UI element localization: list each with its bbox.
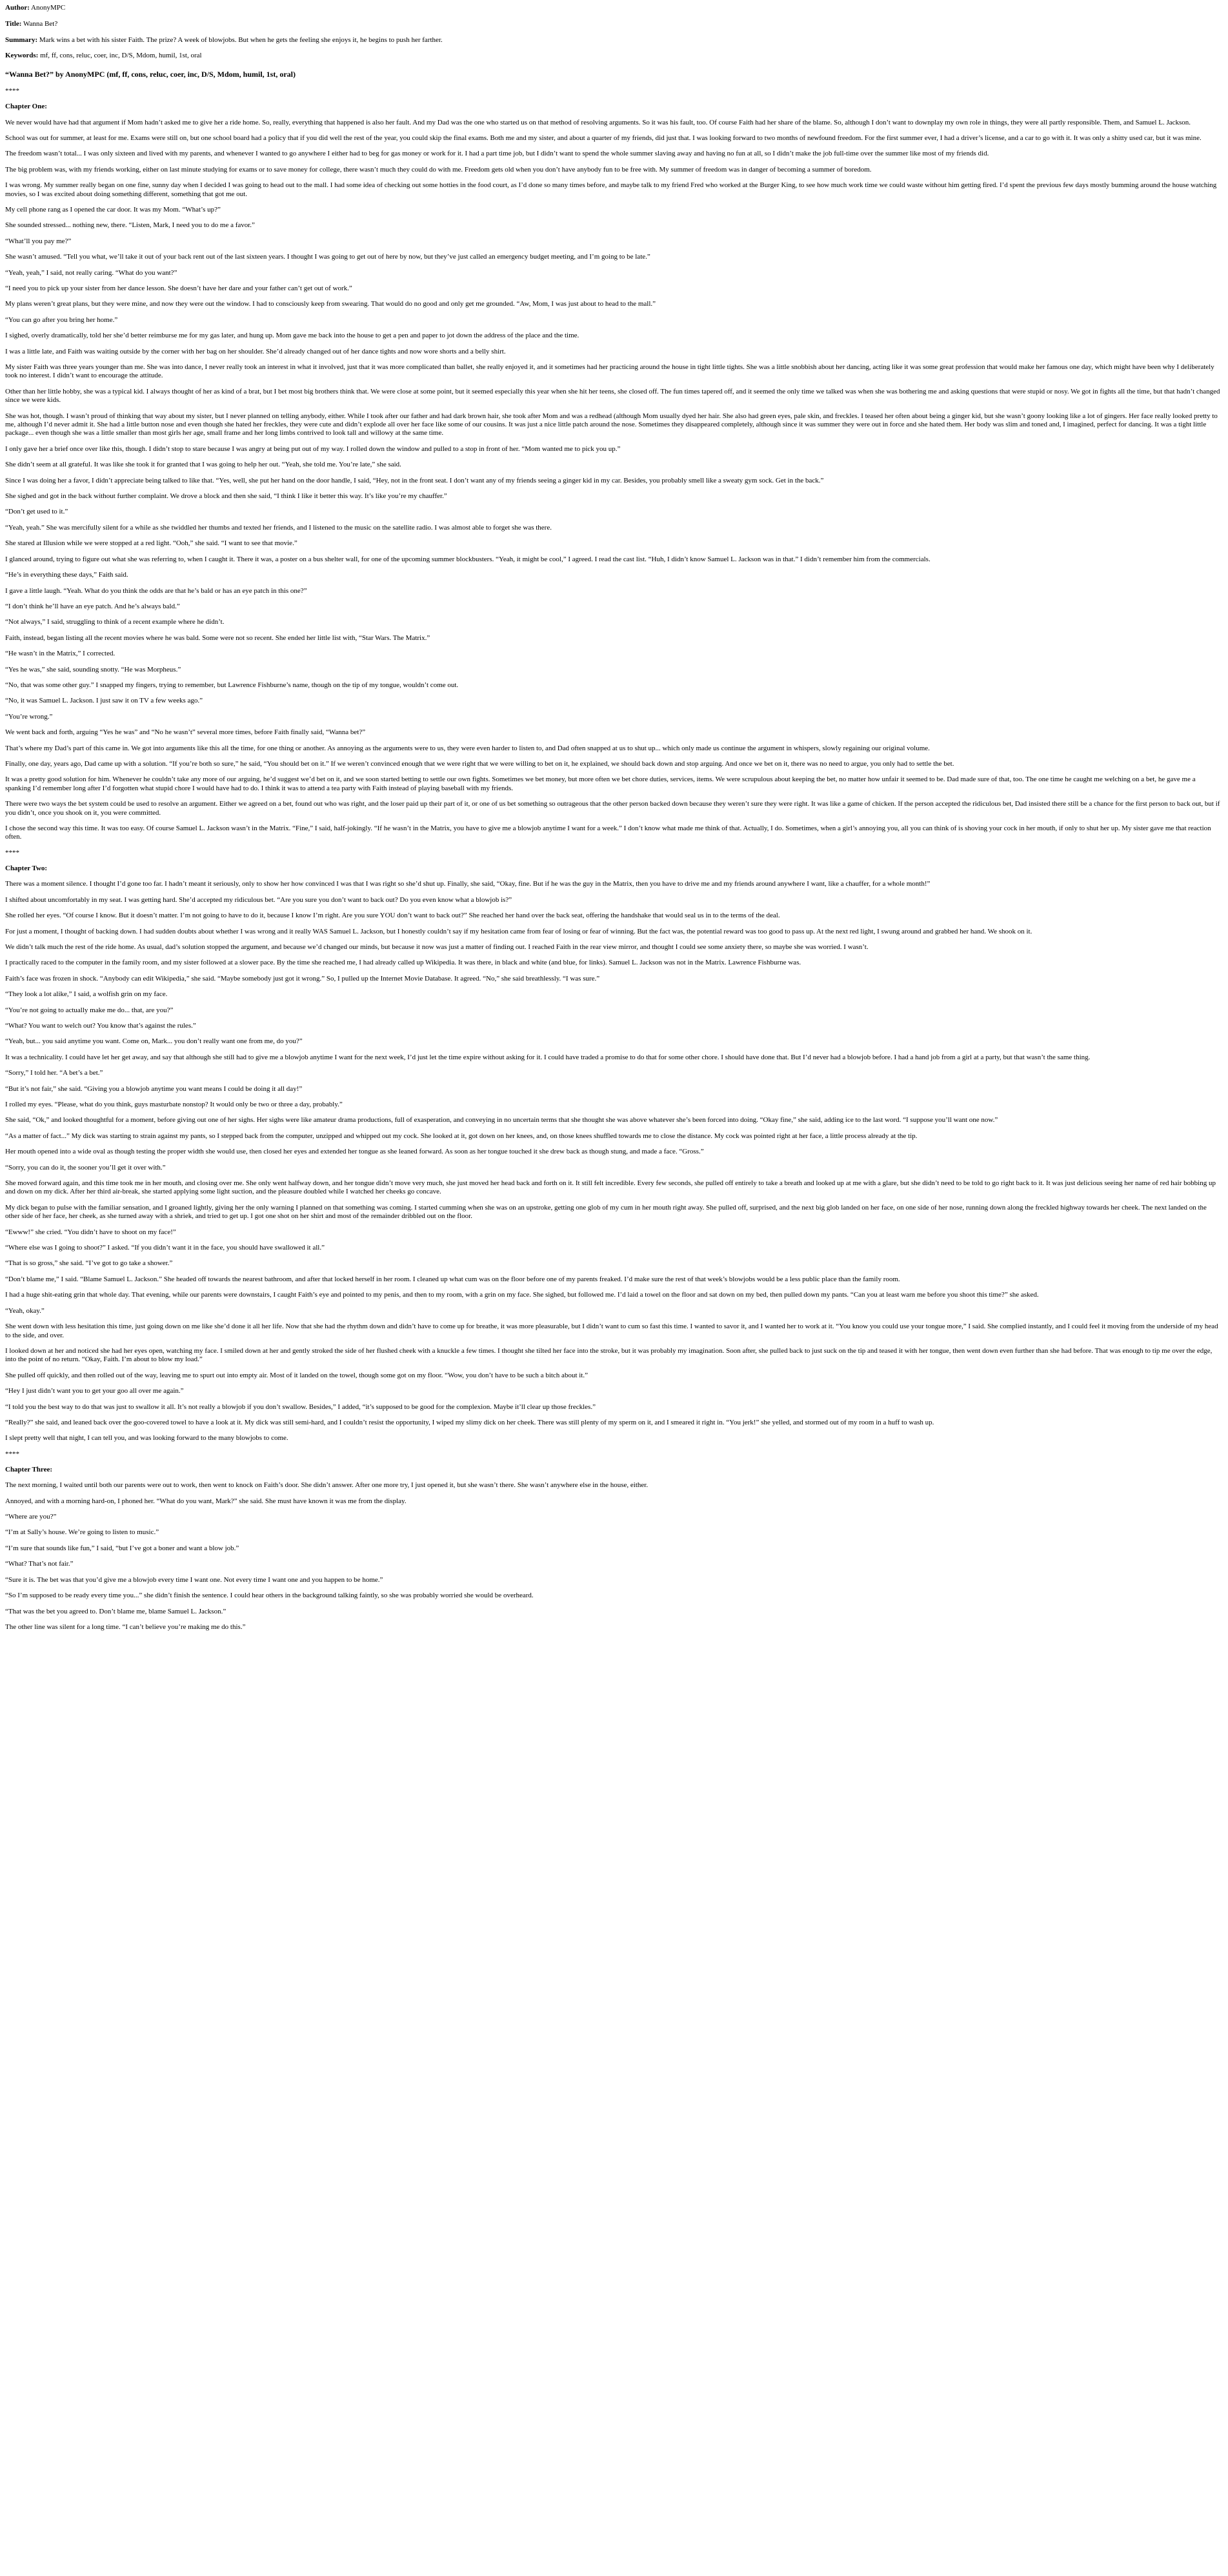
story-paragraph: “Yeah, but... you said anytime you want. Come on, Mark... you don’t really want one from me, do you?”: [5, 1037, 303, 1046]
story-paragraph: School was out for summer, at least for me. Exams were still on, but one school board had a policy that if you did well the rest of the year, you could skip the final exams. Both me and my sister, and about a quarter of my friends, did just that. I was looking forward to two months of newfound freedom. For the first summer ever, I had a driver’s license, and a car to go with it. It was only a shitty used car, but it was mine.: [5, 134, 1202, 142]
story-paragraph: She moved forward again, and this time took me in her mouth, and closing over me. She only went halfway down, and her tongue didn’t move very much, she just moved her head back and forth on it. It still felt incredible. Every few seconds, she pulled off entirely to take a breath and looked up at me with a glare, but she didn’t need to be told to go right back to it. It was just delicious seeing her name of red hair bobbing up and down on my dick. After her third air-break, she started applying some light suction, and the pleasure doubled while I watched her cheeks go concave.: [5, 1179, 1218, 1196]
story-paragraph: “You’re not going to actually make me do... that, are you?”: [5, 1006, 174, 1014]
story-paragraph: “Yeah, yeah.” She was mercifully silent for a while as she twiddled her thumbs and texted her friends, and I listened to the music on the satellite radio. I was almost able to forget she was there.: [5, 523, 552, 532]
story-paragraph: I looked down at her and noticed she had her eyes open, watching my face. I smiled down at her and gently stroked the side of her flushed cheek with a knuckle a few times. I thought she tilted her face into the stroke, but it was probably my imagination. Soon after, she pulled back to just suck on the tip and teased it with her tongue, then went down even further than she had before. That was enough to tip me over the edge, into the point of no return. “Okay, Faith. I’m about to blow my load.”: [5, 1346, 1214, 1364]
meta-summary-value: Mark wins a bet with his sister Faith. The prize? A week of blowjobs. But when he gets the feeling she enjoys it, he begins to push her farther.: [39, 35, 443, 44]
story-paragraph: I practically raced to the computer in the family room, and my sister followed at a slower pace. By the time she reached me, I had already called up Wikipedia. It was there, in black and white (and blue, for links). Samuel L. Jackson was not in the Matrix. Lawrence Fishburne was.: [5, 959, 801, 967]
story-paragraph: She said, “Ok,” and looked thoughtful for a moment, before giving out one of her sighs. Her sighs were like amateur drama productions, full of exasperation, and conveying in no uncertain terms that she thought she was above whatever she’s been forced into doing. “Okay fine,” she said, adding ice to the last word. “I suppose you’ll want one now.”: [5, 1116, 998, 1124]
story-paragraph: We never would have had that argument if Mom hadn’t asked me to give her a ride home. So, really, everything that happened is also her fault. And my Dad was the one who started us on that method of resolving arguments. So it was his fault, too. Of course Faith had her share of the blame. So, although I don’t want to downplay my own role in things, they were all partly responsible. Them, and Samuel L. Jackson.: [5, 118, 1191, 126]
story-paragraph: “Yeah, okay.”: [5, 1306, 45, 1315]
story-paragraph: Finally, one day, years ago, Dad came up with a solution. “If you’re both so sure,” he said, “You should bet on it.” If we weren’t convinced enough that we were right that we were willing to bet on it, he explained, we should back down and stop arguing. And once we bet on it, there was no need to argue, you only had to settle the bet.: [5, 759, 954, 768]
meta-author-value: AnonyMPC: [31, 4, 66, 12]
chapter-separator: ****: [5, 1450, 19, 1458]
meta-author: [5, 4, 1223, 13]
story-paragraph: Annoyed, and with a morning hard-on, I phoned her. “What do you want, Mark?” she said. She must have known it was me from the display.: [5, 1497, 407, 1505]
story-paragraph: “What’ll you pay me?”: [5, 237, 72, 245]
story-paragraph: The next morning, I waited until both our parents were out to work, then went to knock on Faith’s door. She didn’t answer. After one more try, I just opened it, but she wasn’t there. She wasn’t anywhere else in the house, either.: [5, 1481, 649, 1490]
story-title: “Wanna Bet?” by AnonyMPC (mf, ff, cons, reluc, coer, inc, D/S, Mdom, humil, 1st, oral): [5, 70, 296, 79]
story-paragraph: It was a pretty good solution for him. Whenever he couldn’t take any more of our arguing, he’d suggest we’d bet on it, and we soon started betting to settle our own fights. Sometimes we bet money, but more often we bet chore duties, services, items. We were scrupulous about keeping the bet, no matter how unfair it seemed to be. Dad made sure of that, too. The one time he caught me welching on a bet, he gave me a spanking I’d remember long after I’d forgotten what stupid chore I would have had to do. I think it was to attend a tea party with Faith instead of playing baseball with my friends.: [5, 775, 1198, 792]
story-paragraph: Her mouth opened into a wide oval as though testing the proper width she would use, then closed her eyes and extended her tongue as she leaned forward. As soon as her tongue touched it she drew back as though stung, and made a face. “Gross.”: [5, 1148, 704, 1156]
story-paragraph: For just a moment, I thought of backing down. I had sudden doubts about whether I was wrong and it really WAS Samuel L. Jackson, but I honestly couldn’t say if my hesitation came from fear of losing or fear of winning. But the fact was, the potential reward was too good to pass up. At the next red light, I swung around and grabbed her hand. We shook on it.: [5, 927, 1032, 935]
story-paragraph: “I need you to pick up your sister from her dance lesson. She doesn’t have her dare and your father can’t get out of work.”: [5, 284, 352, 292]
story-paragraph: That’s where my Dad’s part of this came in. We got into arguments like this all the time, for one thing or another. As annoying as the arguments were to us, they were even harder to listen to, and Dad often snapped at us to shut up... which only made us continue the argument in whispers, slowly regaining our original volume.: [5, 744, 930, 752]
story-paragraph: I slept pretty well that night, I can tell you, and was looking forward to the many blowjobs to come.: [5, 1434, 288, 1443]
meta-keywords: [5, 52, 1223, 61]
story-paragraph: Since I was doing her a favor, I didn’t appreciate being talked to like that. “Yes, well, she put her hand on the door handle, I said, “Hey, not in the front seat. I don’t want any of my friends seeing a ginger kid in my car. Besides, you probably smell like a sweaty gym sock. Get in the back.”: [5, 476, 824, 484]
story-paragraph: She sounded stressed... nothing new, there. “Listen, Mark, I need you to do me a favor.”: [5, 221, 255, 230]
story-paragraph: The freedom wasn’t total... I was only sixteen and lived with my parents, and whenever I wanted to go anywhere I either had to beg for gas money or work for it. I had a part time job, but I didn’t want to spend the whole summer slaving away and having no fun at all, so I didn’t make the job full-time over the summer like most of my friends did.: [5, 150, 989, 158]
story-paragraph: “Hey I just didn’t want you to get your goo all over me again.”: [5, 1387, 184, 1395]
chapters-container: [5, 87, 1223, 1632]
story-paragraph: “Ewww!” she cried. “You didn’t have to shoot on my face!”: [5, 1228, 176, 1236]
story-paragraph: It was a technicality. I could have let her get away, and say that although she still had to give me a blowjob anytime I want for the next week, I’d just let the time expire without asking for it. I could have traded a promise to do that for some other chore. I should have done that. But I’d never had a blowjob before. I had a hand job from a girl at a party, but that wasn’t the same thing.: [5, 1053, 1091, 1061]
story-paragraph: “He’s in everything these days,” Faith said.: [5, 571, 128, 579]
meta-keywords-value: mf, ff, cons, reluc, coer, inc, D/S, Mdom, humil, 1st, oral: [40, 52, 202, 60]
meta-title-label: Title:: [5, 19, 22, 28]
story-paragraph: I had a huge shit-eating grin that whole day. That evening, while our parents were downstairs, I caught Faith’s eye and pointed to my penis, and then to my room, with a grin on my face. She sighed, but followed me. I’d laid a towel on the floor and sat down on my bed, then pulled down my pants. “Can you at least warn me before you shoot this time?” she asked.: [5, 1291, 1039, 1299]
story-paragraph: “I’m sure that sounds like fun,” I said, “but I’ve got a boner and want a blow job.”: [5, 1544, 239, 1552]
story-paragraph: “You’re wrong.”: [5, 712, 53, 721]
story-paragraph: I rolled my eyes. “Please, what do you think, guys masturbate nonstop? It would only be two or three a day, probably.”: [5, 1101, 343, 1108]
story-paragraph: “That was the bet you agreed to. Don’t blame me, blame Samuel L. Jackson.”: [5, 1607, 226, 1615]
story-paragraph: “Yeah, yeah,” I said, not really caring. “What do you want?”: [5, 268, 177, 277]
story-paragraph: She didn’t seem at all grateful. It was like she took it for granted that I was going to help her out. “Yeah, she told me. You’re late,” she said.: [5, 461, 401, 469]
story-paragraph: I glanced around, trying to figure out what she was referring to, when I caught it. There it was, a poster on a bus shelter wall, for one of the upcoming summer blockbusters. “Yeah, it might be cool,” I agreed. I read the cast list. “Huh, I didn’t know Samuel L. Jackson was in that.” I didn’t remember him from the commercials.: [5, 555, 931, 563]
story-paragraph: My plans weren’t great plans, but they were mine, and now they were out the window. I had to consciously keep from swearing. That would do no good and only get me grounded. “Aw, Mom, I was just about to head to the mall.”: [5, 300, 656, 308]
story-paragraph: There were two ways the bet system could be used to resolve an argument. Either we agreed on a bet, found out who was right, and the loser paid up their part of it, or one of us bet something so outrageous that the other person backed down because they weren’t sure they were right. It was like a game of chicken. If the person accepted the ridiculous bet, Dad insisted there still be a chance for the first person to back out, but if you didn’t, once you shook on it, you were committed.: [5, 800, 1222, 817]
story-paragraph: “I’m at Sally’s house. We’re going to listen to music.”: [5, 1528, 159, 1537]
story-paragraph: We didn’t talk much the rest of the ride home. As usual, dad’s solution stopped the argument, and because we’d changed our minds, but because it now was just a matter of finding out. I reached Faith in the rear view mirror, and thought I could see some anxiety there, so maybe she was worried. I wasn’t.: [5, 943, 869, 951]
story-paragraph: Other than her little hobby, she was a typical kid. I always thought of her as kind of a brat, but I bet most big brothers think that. We were close at some point, but it seemed especially this year when she hit her teens, she closed off. The fun times tapered off, and it seemed the only time we talked was when she was bothering me and asking questions that were stupid or nosy. We got in fights all the time, but that hadn’t changed since we were kids.: [5, 387, 1222, 404]
story-paragraph: I gave a little laugh. “Yeah. What do you think the odds are that he’s bald or has an eye patch in this one?”: [5, 586, 307, 595]
chapter-separator: ****: [5, 87, 19, 95]
story-paragraph: “Sorry,” I told her. “A bet’s a bet.”: [5, 1069, 103, 1077]
story-paragraph: “I told you the best way to do that was just to swallow it all. It’s not really a blowjob if you don’t swallow. Besides,” I added, “it’s supposed to be good for the complexion. Maybe it’ll clear up those freckles.”: [5, 1403, 596, 1411]
story-paragraph: “Sure it is. The bet was that you’d give me a blowjob every time I want one. Not every time I want one and you happen to be home.”: [5, 1575, 383, 1584]
story-paragraph: I was a little late, and Faith was waiting outside by the corner with her bag on her shoulder. She’d already changed out of her dance tights and now wore shorts and a belly shirt.: [5, 347, 506, 355]
story-paragraph: “I don’t think he’ll have an eye patch. And he’s always bald.”: [5, 602, 180, 610]
meta-title-value: Wanna Bet?: [23, 19, 58, 28]
story-paragraph: I chose the second way this time. It was too easy. Of course Samuel L. Jackson wasn’t in the Matrix. “Fine,” I said, half-jokingly. “If he wasn’t in the Matrix, you have to give me a blowjob anytime I want for a week.” I don’t know what made me think of that. Actually, I do. Sometimes, when a girl’s annoying you, all you can think of is shoving your cock in her mouth, if only to shut her up. My sister gave me that reaction often.: [5, 824, 1213, 841]
story-paragraph: She sighed and got in the back without further complaint. We drove a block and then she said, “I think I like it better this way. It’s like you’re my chauffer.”: [5, 492, 447, 501]
story-paragraph: “Don’t get used to it.”: [5, 508, 68, 516]
meta-summary-label: Summary:: [5, 35, 38, 44]
story-paragraph: “As a matter of fact...” My dick was starting to strain against my pants, so I stepped back from the computer, unzipped and whipped out my cock. She looked at it, got down on her knees, and, on those knees shuffled towards me to close the distance. My cock was pointed right at her face, a little process already at the tip.: [5, 1132, 918, 1140]
story-paragraph: “What? That’s not fair.”: [5, 1560, 74, 1568]
chapter-heading: Chapter Two:: [5, 864, 48, 872]
story-paragraph: My cell phone rang as I opened the car door. It was my Mom. “What’s up?”: [5, 205, 221, 214]
meta-summary: [5, 36, 1223, 45]
story-paragraph: She rolled her eyes. “Of course I know. But it doesn’t matter. I’m not going to have to do it, because I know I’m right. Are you sure YOU don’t want to back out?” She reached her hand over the back seat, offering the handshake that would seal us in to the terms of the deal.: [5, 912, 780, 920]
meta-keywords-label: Keywords:: [5, 52, 39, 60]
story-paragraph: “No, that was some other guy.” I snapped my fingers, trying to remember, but Lawrence Fishburne’s name, though on the tip of my tongue, wouldn’t come out.: [5, 681, 459, 689]
chapter-heading: Chapter Three:: [5, 1465, 53, 1473]
story-paragraph: She was hot, though. I wasn’t proud of thinking that way about my sister, but I never planned on telling anybody, either. While I took after our father and had dark brown hair, she took after Mom and was a redhead (although Mom usually dyed her hair. She also had green eyes, pale skin, and freckles. I teased her often about being a ginger kid, but she wasn’t goony looking like a lot of gingers. Her face really looked pretty to me, although I’d never admit it. She had a little button nose and even though she hated her freckles, they were cute and didn’t explode all over her face like some of our cousins. It was just a nice little patch around the nose. Sometimes they disappeared completely, although since it was summer they were out in force and she hated them. Her body was slim and toned and, I imagined, perfect for dancing. It was a tight little package... even though she was a little smaller than most girls her age, small frame and her long limbs contrived to look tall and willowy at the same time.: [5, 412, 1220, 437]
story-paragraph: “Really?” she said, and leaned back over the goo-covered towel to have a look at it. My dick was still semi-hard, and I couldn’t resist the opportunity, I wiped my slimy dick on her cheek. There was still plenty of my sperm on it, and I smeared it right in. “You jerk!” she yelled, and stormed out of my room in a huff to wash up.: [5, 1418, 934, 1426]
story-paragraph: “That is so gross,” she said. “I’ve got to go take a shower.”: [5, 1259, 173, 1268]
story-paragraph: “But it’s not fair,” she said. “Giving you a blowjob anytime you want means I could be doing it all day!”: [5, 1084, 303, 1093]
story-paragraph: I sighed, overly dramatically, told her she’d better reimburse me for my gas later, and hung up. Mom gave me back into the house to get a pen and paper to jot down the address of the place and the time.: [5, 332, 579, 340]
meta-author-label: Author:: [5, 4, 30, 12]
chapter-separator: ****: [5, 848, 19, 857]
story-paragraph: I shifted about uncomfortably in my seat. I was getting hard. She’d accepted my ridiculous bet. “Are you sure you don’t want to back out? Do you even know what a blowjob is?”: [5, 895, 512, 904]
story-paragraph: Faith’s face was frozen in shock. “Anybody can edit Wikipedia,” she said. “Maybe somebody just got it wrong.” So, I pulled up the Internet Movie Database. It agreed. “No,” she said breathlessly. “I was sure.”: [5, 974, 600, 983]
story-paragraph: “No, it was Samuel L. Jackson. I just saw it on TV a few weeks ago.”: [5, 697, 203, 705]
story-paragraph: She went down with less hesitation this time, just going down on me like she’d done it all her life. Now that she had the rhythm down and didn’t have to come up for breathe, it was more pleasurable, but I didn’t want to cum so fast this time. I wanted to savor it, and I wanted her to work at it. “You know you could use your tongue more,” I said. She complied instantly, and I could feel it moving from the underside of my head to the side, and over.: [5, 1323, 1220, 1339]
story-paragraph: “Where else was I going to shoot?” I asked. “If you didn’t want it in the face, you should have swallowed it all.”: [5, 1244, 325, 1252]
story-paragraph: She wasn’t amused. “Tell you what, we’ll take it out of your back rent out of the last sixteen years. I thought I was going to get out of here by now, but they’ve just called an emergency budget meeting, and I’m going to be late.”: [5, 253, 650, 261]
story-paragraph: My sister Faith was three years younger than me. She was into dance, I never really took an interest in what it involved, just that it was more complicated than ballet, she really enjoyed it, and it sometimes had her practicing around the house in tight little tights. She was a little snobbish about her dancing, acting like it was some great profession that would make her famous one day, which might have been why I deliberately took no interest. I didn’t want to encourage the attitude.: [5, 363, 1216, 380]
story-paragraph: “Not always,” I said, struggling to think of a recent example where he didn’t.: [5, 618, 225, 626]
story-paragraph: “He wasn’t in the Matrix,” I corrected.: [5, 650, 116, 658]
story-paragraph: She stared at Illusion while we were stopped at a red light. “Ooh,” she said. “I want to see that movie.”: [5, 539, 297, 548]
story-paragraph: We went back and forth, arguing “Yes he was” and “No he wasn’t” several more times, before Faith finally said, “Wanna bet?”: [5, 728, 366, 737]
story-paragraph: “Where are you?”: [5, 1513, 57, 1521]
story-paragraph: The big problem was, with my friends working, either on last minute studying for exams or to save money for college, there wasn’t much they could do with me. Freedom gets old when you don’t have anybody fun to be free with. My summer of freedom was in danger of becoming a summer of boredom.: [5, 165, 872, 174]
story-paragraph: “Sorry, you can do it, the sooner you’ll get it over with.”: [5, 1163, 166, 1172]
story-paragraph: She pulled off quickly, and then rolled out of the way, leaving me to spurt out into empty air. Most of it landed on the towel, though some got on my floor. “Wow, you don’t have to be such a bitch about it.”: [5, 1371, 588, 1379]
story-paragraph: “So I’m supposed to be ready every time you...” she didn’t finish the sentence. I could hear others in the background talking faintly, so she was probably worried she would be overheard.: [5, 1592, 534, 1600]
story-paragraph: “They look a lot alike,” I said, a wolfish grin on my face.: [5, 990, 168, 999]
story-paragraph: “You can go after you bring her home.”: [5, 315, 118, 324]
meta-title: [5, 20, 1223, 29]
story-paragraph: The other line was silent for a long time. “I can’t believe you’re making me do this.”: [5, 1622, 246, 1631]
story-paragraph: My dick began to pulse with the familiar sensation, and I groaned lightly, giving her the only warning I planned on that something was coming. I started cumming when she was on an upstroke, getting one glob of my cum in her mouth right away. She pulled off, surprised, and the next big glob landed on her face, on one side of her nose, running down along the freckled highway towards her cheek. The next landed on the other side of her face, her cheek, as she turned away with a shriek, and tried to get up. I got one shot on her shirt and most of the remainder dribbled out on the floor.: [5, 1203, 1209, 1221]
story-paragraph: I only gave her a brief once over like this, though. I didn’t stop to stare because I was angry at being put out of my way. I rolled down the window and pulled to a stop in front of her. “Mom wanted me to pick you up.”: [5, 444, 621, 453]
story-paragraph: “Yes he was,” she said, sounding snotty. “He was Morpheus.”: [5, 665, 181, 674]
story-paragraph: There was a moment silence. I thought I’d gone too far. I hadn’t meant it seriously, only to show her how convinced I was that I was right so she’d shut up. Finally, she said, “Okay, fine. But if he was the guy in the Matrix, then you have to drive me and my friends around anywhere I want, like a chauffer, for a whole month!”: [5, 880, 931, 888]
story-paragraph: I was wrong. My summer really began on one fine, sunny day when I decided I was going to head out to the mall. I had some idea of checking out some hotties in the food court, as I’d done so many times before, and maybe talk to my friend Fred who worked at the Burger King, to see how much work time we could waste without him getting fired. I’d spent the previous few days mostly bumming around the house watching movies, so I was excited about doing something different, something that got me out.: [5, 181, 1219, 198]
chapter-heading: Chapter One:: [5, 102, 47, 110]
story-paragraph: “Don’t blame me,” I said. “Blame Samuel L. Jackson.” She headed off towards the nearest bathroom, and after that locked herself in her room. I cleaned up what cum was on the floor before one of my parents freaked. I’d make sure the rest of that week’s blowjobs would be a less public place than the family room.: [5, 1275, 900, 1283]
story-paragraph: Faith, instead, began listing all the recent movies where he was bald. Some were not so recent. She ended her little list with, “Star Wars. The Matrix.”: [5, 634, 430, 642]
story-paragraph: “What? You want to welch out? You know that’s against the rules.”: [5, 1021, 196, 1030]
